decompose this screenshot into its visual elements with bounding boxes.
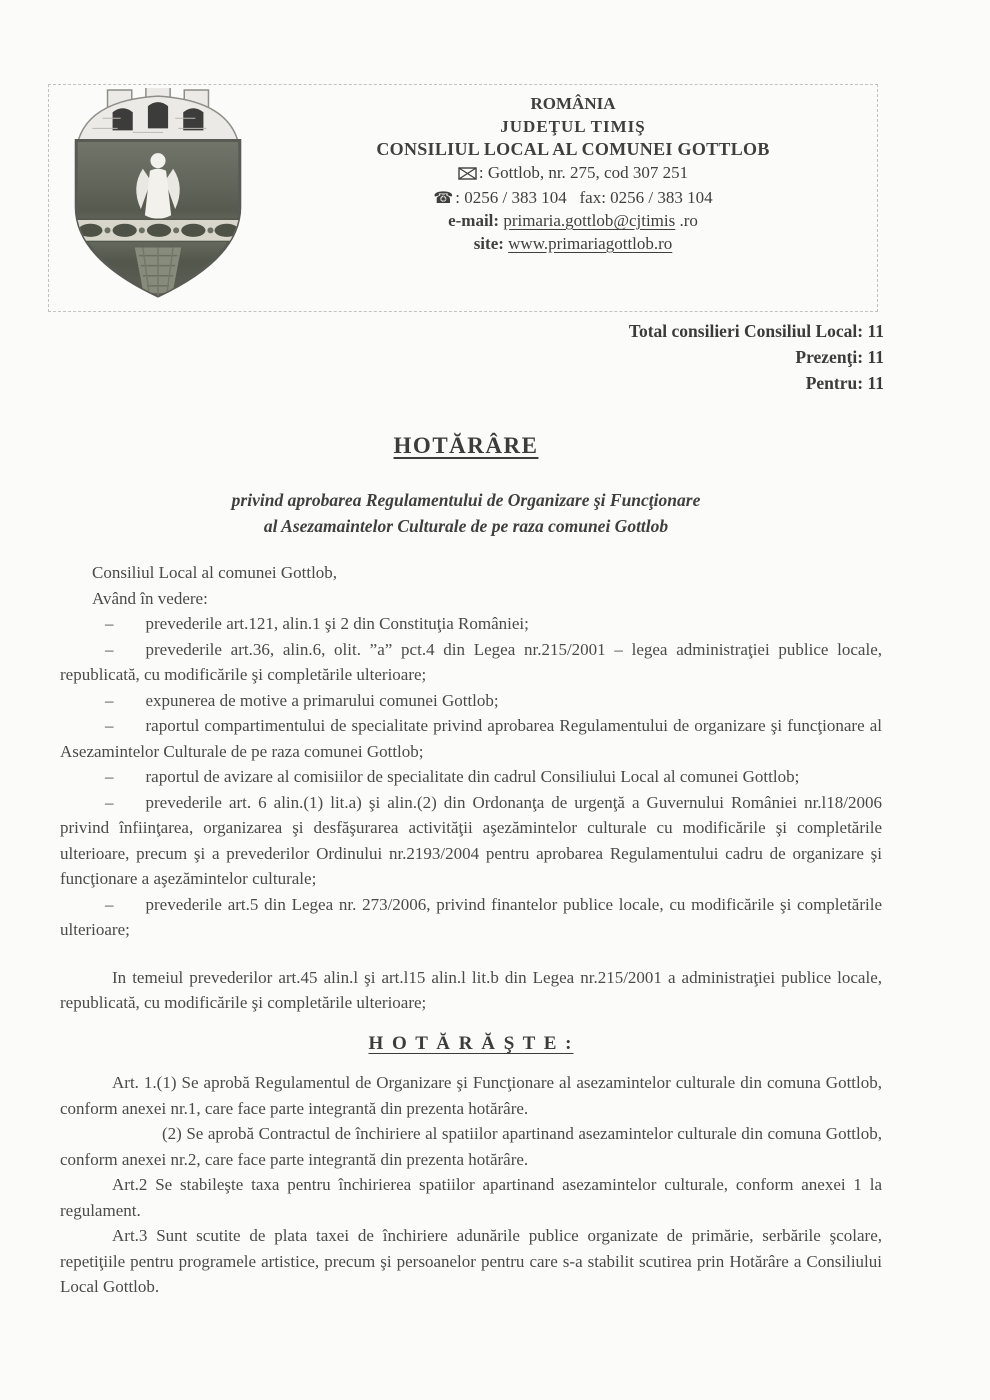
counter-total: Total consilieri Consiliul Local: 11 xyxy=(628,321,884,341)
article-3: Art.3 Sunt scutite de plata taxei de închiriere adunările publice organizate de primărie, serbările şcolare, repetiţiile pentru programele artistice, precum şi persoanelor pentru care s-a stabilit scutirea prin Hotărâre a Consiliului Local Gottlob. xyxy=(60,1226,882,1296)
dash-bullet: – xyxy=(105,614,114,633)
document-body xyxy=(60,560,882,1300)
letterhead-council: CONSILIUL LOCAL AL COMUNEI GOTTLOB xyxy=(376,139,770,159)
crest-crown xyxy=(78,88,238,140)
consideration-text: raportul de avizare al comisiilor de specialitate din cadrul Consiliului Local al comunei Gottlob; xyxy=(145,767,800,786)
site-link: www.primariagottlob.ro xyxy=(508,234,673,253)
envelope-icon xyxy=(458,163,477,186)
coat-of-arms xyxy=(62,88,254,300)
email-link: primaria.gottlob@cjtimis xyxy=(503,211,676,230)
fax-label: fax: xyxy=(579,188,606,207)
letterhead-email-line xyxy=(298,209,848,232)
letterhead-country: ROMÂNIA xyxy=(530,94,616,113)
decree-heading: H O T Ă R Ă Ş T E : xyxy=(368,1032,574,1054)
fax-number: 0256 / 383 104 xyxy=(610,188,713,207)
counter-for: Pentru: 11 xyxy=(805,373,884,393)
letterhead xyxy=(298,92,848,255)
document-subtitle xyxy=(0,487,932,539)
consideration-item xyxy=(60,611,882,637)
site-label: site: xyxy=(473,234,504,253)
consideration-item xyxy=(60,892,882,943)
counter-present: Prezenţi: 11 xyxy=(795,347,884,367)
preamble-line-2: Având în vedere: xyxy=(92,588,208,608)
phone-number: 0256 / 383 104 xyxy=(464,188,567,207)
address-text: Gottlob, nr. 275, cod 307 251 xyxy=(487,163,689,182)
consideration-item xyxy=(60,790,882,892)
consideration-item xyxy=(60,637,882,688)
consideration-text: prevederile art.121, alin.1 şi 2 din Constituţia României; xyxy=(145,614,529,633)
consideration-text: raportul compartimentului de specialitate privind aprobarea Regulamentului de organizare şi funcţionare al Asezamintelor Culturale de pe raza comunei Gottlob; xyxy=(60,716,882,761)
consideration-text: prevederile art. 6 alin.(1) lit.a) şi alin.(2) din Ordonanţa de urgenţă a Guvernului României nr.l18/2006 privind înfiinţarea, organizarea şi desfăşurarea activităţii aşezămintelor culturale cu modificările şi completările ulterioare, precum şi a prevederilor Ordinului nr.2193/2004 pentru aprobarea Regulamentului cadru de organizare şi funcţionare a aşezămintelor culturale; xyxy=(60,792,882,888)
consideration-text: prevederile art.5 din Legea nr. 273/2006, privind finantelor publice locale, cu modificările şi completările ulterioare; xyxy=(60,894,882,939)
email-suffix: .ro xyxy=(675,211,698,230)
consideration-item xyxy=(60,764,882,790)
dash-bullet: – xyxy=(105,792,114,812)
document-title: HOTĂRÂRE xyxy=(393,433,539,458)
letterhead-address-line: : Gottlob, nr. 275, cod 307 251 xyxy=(298,161,848,186)
letterhead-phone-line: ☎ : 0256 / 383 104 fax: 0256 / 383 104 xyxy=(433,188,713,207)
article-2: Art.2 Se stabileşte taxa pentru închirierea spatiilor apartinand asezamintelor culturale, conform anexei 1 la regulament. xyxy=(60,1175,882,1220)
article-1-2: (2) Se aprobă Contractul de închiriere al spatiilor apartinand asezamintelor culturale din comuna Gottlob, conform anexei nr.2, care face parte integrantă din prezenta hotărâre. xyxy=(60,1124,882,1169)
article-1-1: Art. 1.(1) Se aprobă Regulamentul de Organizare şi Funcţionare al asezamintelor culturale din comuna Gottlob, conform anexei nr.1, care face parte integrantă din prezenta hotărâre. xyxy=(60,1073,882,1118)
dash-bullet: – xyxy=(105,716,114,735)
subtitle-line-2: al Asezamaintelor Culturale de pe raza comunei Gottlob xyxy=(263,516,669,536)
council-counters xyxy=(629,318,884,396)
preamble-line-1: Consiliul Local al comunei Gottlob, xyxy=(92,563,338,582)
letterhead-county: JUDEŢUL TIMIŞ xyxy=(500,117,646,136)
dash-bullet: – xyxy=(105,767,114,786)
email-label: e-mail: xyxy=(448,211,500,230)
dash-bullet: – xyxy=(105,894,114,914)
dash-bullet: – xyxy=(105,690,114,710)
consideration-text: prevederile art.36, alin.6, olit. ”a” pct.4 din Legea nr.215/2001 – legea administraţiei publice locale, republicată, cu modificările şi completările ulterioare; xyxy=(60,639,882,684)
consideration-text: expunerea de motive a primarului comunei Gottlob; xyxy=(145,690,499,710)
crest-band xyxy=(72,219,244,241)
telephone-icon: ☎ xyxy=(433,188,454,207)
subtitle-line-1: privind aprobarea Regulamentului de Organizare şi Funcţionare xyxy=(231,490,701,510)
coat-of-arms-graphic xyxy=(62,88,254,300)
decree-heading-wrap xyxy=(60,1031,882,1057)
letterhead-site-line xyxy=(298,232,848,255)
consideration-item xyxy=(60,713,882,764)
consideration-item xyxy=(60,688,882,714)
legal-basis-paragraph: In temeiul prevederilor art.45 alin.l şi art.l15 alin.l lit.b din Legea nr.215/2001 a administraţiei publice locale, republicată, cu modificările şi completările ulterioare; xyxy=(60,967,882,1012)
dash-bullet: – xyxy=(105,639,114,659)
